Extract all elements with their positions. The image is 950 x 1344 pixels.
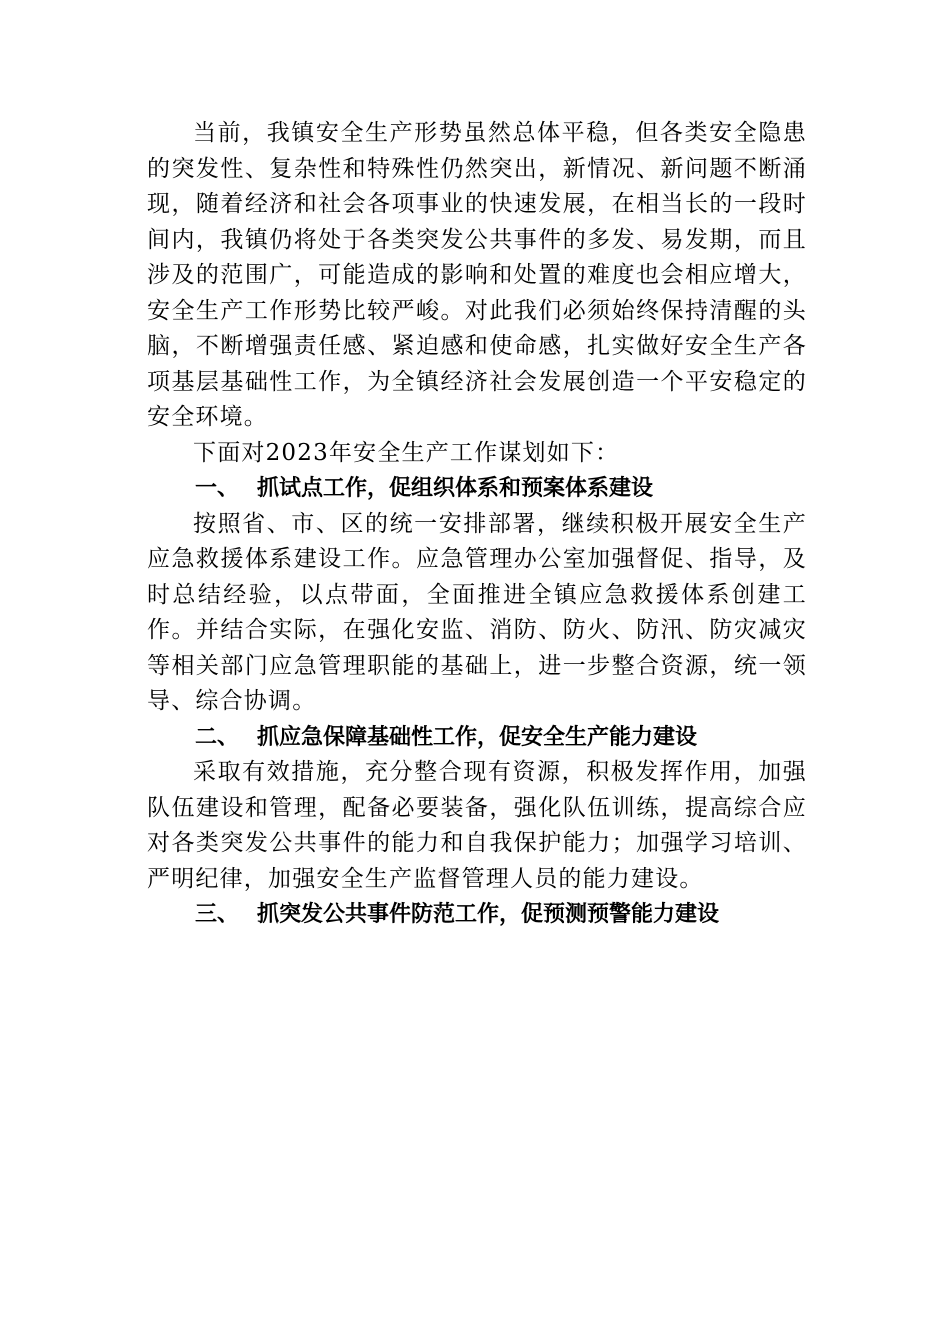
section-heading-1 [147, 471, 807, 507]
intro-paragraph: 当前，我镇安全生产形势虽然总体平稳，但各类安全隐患的突发性、复杂性和特殊性仍然突出，新情况、新问题不断涌现，随着经济和社会各项事业的快速发展，在相当长的一段时间内，我镇仍将处于各类突发公共事件的多发、易发期，而且涉及的范围广，可能造成的影响和处置的难度也会相应增大，安全生产工作形势比较严峻。对此我们必须始终保持清醒的头脑，不断增强责任感、紧迫感和使命感，扎实做好安全生产各项基层基础性工作，为全镇经济社会发展创造一个平安稳定的安全环境。 [147, 120, 807, 430]
section-heading-3 [147, 897, 807, 933]
plan-intro-paragraph: 下面对2023年安全生产工作谋划如下： [193, 439, 620, 466]
section-title-1: 抓试点工作，促组织体系和预案体系建设 [257, 476, 654, 501]
section-number-3: 三、 [195, 902, 240, 927]
section-number-2: 二、 [195, 724, 240, 750]
section-1-paragraph: 按照省、市、区的统一安排部署，继续积极开展安全生产应急救援体系建设工作。应急管理办公室加强督促、指导，及时总结经验，以点带面，全面推进全镇应急救援体系创建工作。并结合实际，在强化安监、消防、防火、防汛、防灾减灾等相关部门应急管理职能的基础上，进一步整合资源，统一领导、综合协调。 [147, 510, 807, 714]
document-body [147, 116, 807, 933]
section-2-paragraph: 采取有效措施，充分整合现有资源，积极发挥作用，加强队伍建设和管理，配备必要装备，强化队伍训练，提高综合应对各类突发公共事件的能力和自我保护能力；加强学习培训、严明纪律，加强安全生产监督管理人员的能力建设。 [147, 759, 807, 892]
section-number-1: 一、 [195, 476, 240, 501]
section-title-3: 抓突发公共事件防范工作，促预测预警能力建设 [257, 902, 720, 927]
section-title-2: 抓应急保障基础性工作，促安全生产能力建设 [257, 724, 698, 750]
section-heading-2 [147, 720, 807, 756]
